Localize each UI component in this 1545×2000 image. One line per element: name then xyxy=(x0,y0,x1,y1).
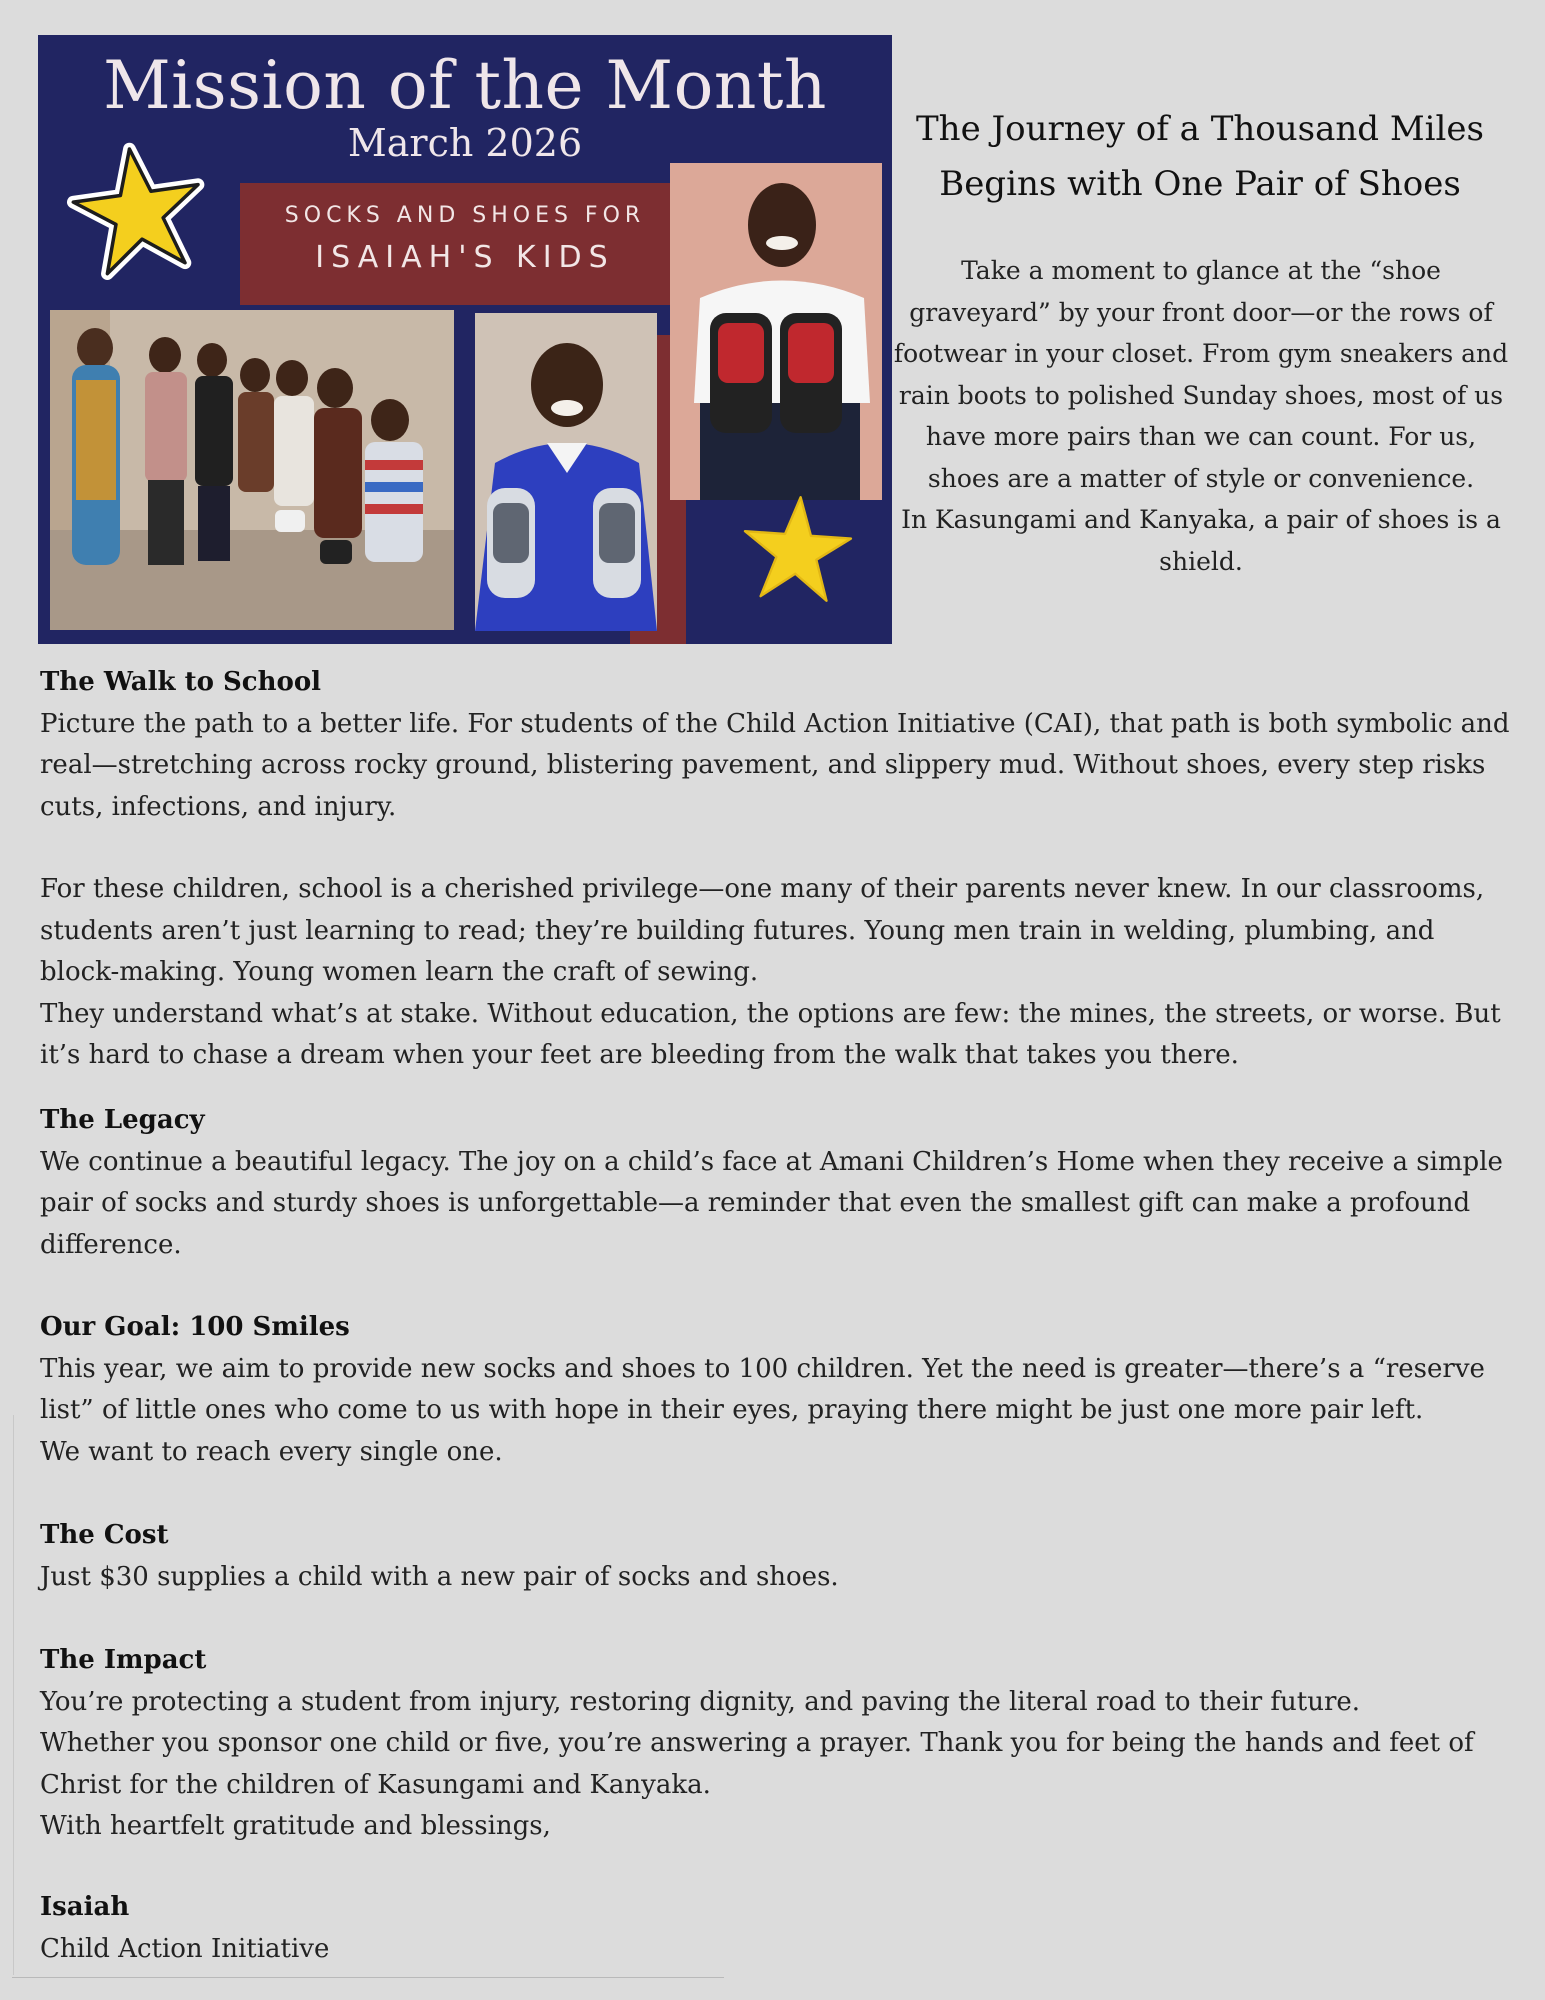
section-paragraph: We want to reach every single one. xyxy=(40,1436,503,1467)
section-paragraph: For these children, school is a cherished privilege—one many of their parents never knew. In our classrooms, students aren’t just learning to read; they’re building futures. Young men train in welding, plumbing, and block-making. Young women learn the craft of sewing. xyxy=(40,874,1485,987)
banner-subtitle: March 2026 xyxy=(347,121,583,165)
section-paragraph: Whether you sponsor one child or five, you’re answering a prayer. Thank you for being the hands and feet of Christ for the children of Kasungami and Kanyaka. xyxy=(40,1728,1474,1800)
section-walk-to-school xyxy=(40,662,1510,828)
signature-name: Isaiah xyxy=(40,1892,130,1922)
left-divider xyxy=(13,1415,14,1975)
section-paragraph: We continue a beautiful legacy. The joy on a child’s face at Amani Children’s Home when they receive a simple pair of socks and sturdy shoes is unforgettable—a reminder that even the smallest gift can make a profound difference. xyxy=(40,1146,1503,1260)
headline-line-2: Begins with One Pair of Shoes xyxy=(939,164,1461,204)
closing-line: With heartfelt gratitude and blessings, xyxy=(40,1811,551,1841)
intro-paragraph xyxy=(893,250,1509,582)
tagline-box xyxy=(240,183,690,305)
girl-with-shoes-photo xyxy=(670,163,882,500)
group-photo xyxy=(50,310,454,630)
article-headline xyxy=(896,102,1504,212)
section-goal xyxy=(40,1307,1510,1473)
headline-line-1: The Journey of a Thousand Miles xyxy=(916,109,1484,149)
section-cost xyxy=(40,1515,1510,1598)
section-walk-continued xyxy=(40,869,1510,1077)
tagline-line-1: SOCKS AND SHOES FOR xyxy=(284,203,646,228)
section-paragraph: They understand what’s at stake. Without education, the options are few: the mines, the streets, or worse. But it’s hard to chase a dream when your feet are bleeding from the walk that takes you there. xyxy=(40,998,1501,1070)
section-legacy xyxy=(40,1100,1510,1266)
section-paragraph: Picture the path to a better life. For students of the Child Action Initiative (CAI), that path is both symbolic and real—stretching across rocky ground, blistering pavement, and slippery mud. Without shoes, every step risks cuts, infections, and injury. xyxy=(40,708,1510,822)
section-heading: The Legacy xyxy=(40,1105,205,1135)
section-impact xyxy=(40,1640,1510,1848)
boy-with-shoes-photo xyxy=(475,313,657,631)
intro-text: Take a moment to glance at the “shoe graveyard” by your front door—or the rows of footwear in your closet. From gym sneakers and rain boots to polished Sunday shoes, most of us have more pairs than we can count. For us, shoes are a matter of style or convenience. xyxy=(893,256,1509,493)
section-heading: Our Goal: 100 Smiles xyxy=(40,1312,350,1342)
signature-block xyxy=(40,1887,1510,1970)
mission-banner xyxy=(38,35,892,644)
section-paragraph: Just $30 supplies a child with a new pair of socks and shoes. xyxy=(40,1561,839,1592)
star-icon xyxy=(734,486,860,612)
intro-shield-line: In Kasungami and Kanyaka, a pair of shoes is a shield. xyxy=(901,505,1501,576)
star-icon xyxy=(59,131,217,289)
signature-org: Child Action Initiative xyxy=(40,1933,330,1964)
banner-title: Mission of the Month xyxy=(103,47,827,124)
section-paragraph: This year, we aim to provide new socks and shoes to 100 children. Yet the need is greater—there’s a “reserve list” of little ones who come to us with hope in their eyes, praying there might be just one more pair left. xyxy=(40,1353,1485,1425)
tagline-line-2: ISAIAH'S KIDS xyxy=(315,240,615,275)
bottom-divider xyxy=(12,1977,724,1978)
section-heading: The Cost xyxy=(40,1520,169,1550)
section-paragraph: You’re protecting a student from injury, restoring dignity, and paving the literal road to their future. xyxy=(40,1686,1361,1717)
section-heading: The Walk to School xyxy=(40,667,322,697)
section-heading: The Impact xyxy=(40,1645,207,1675)
